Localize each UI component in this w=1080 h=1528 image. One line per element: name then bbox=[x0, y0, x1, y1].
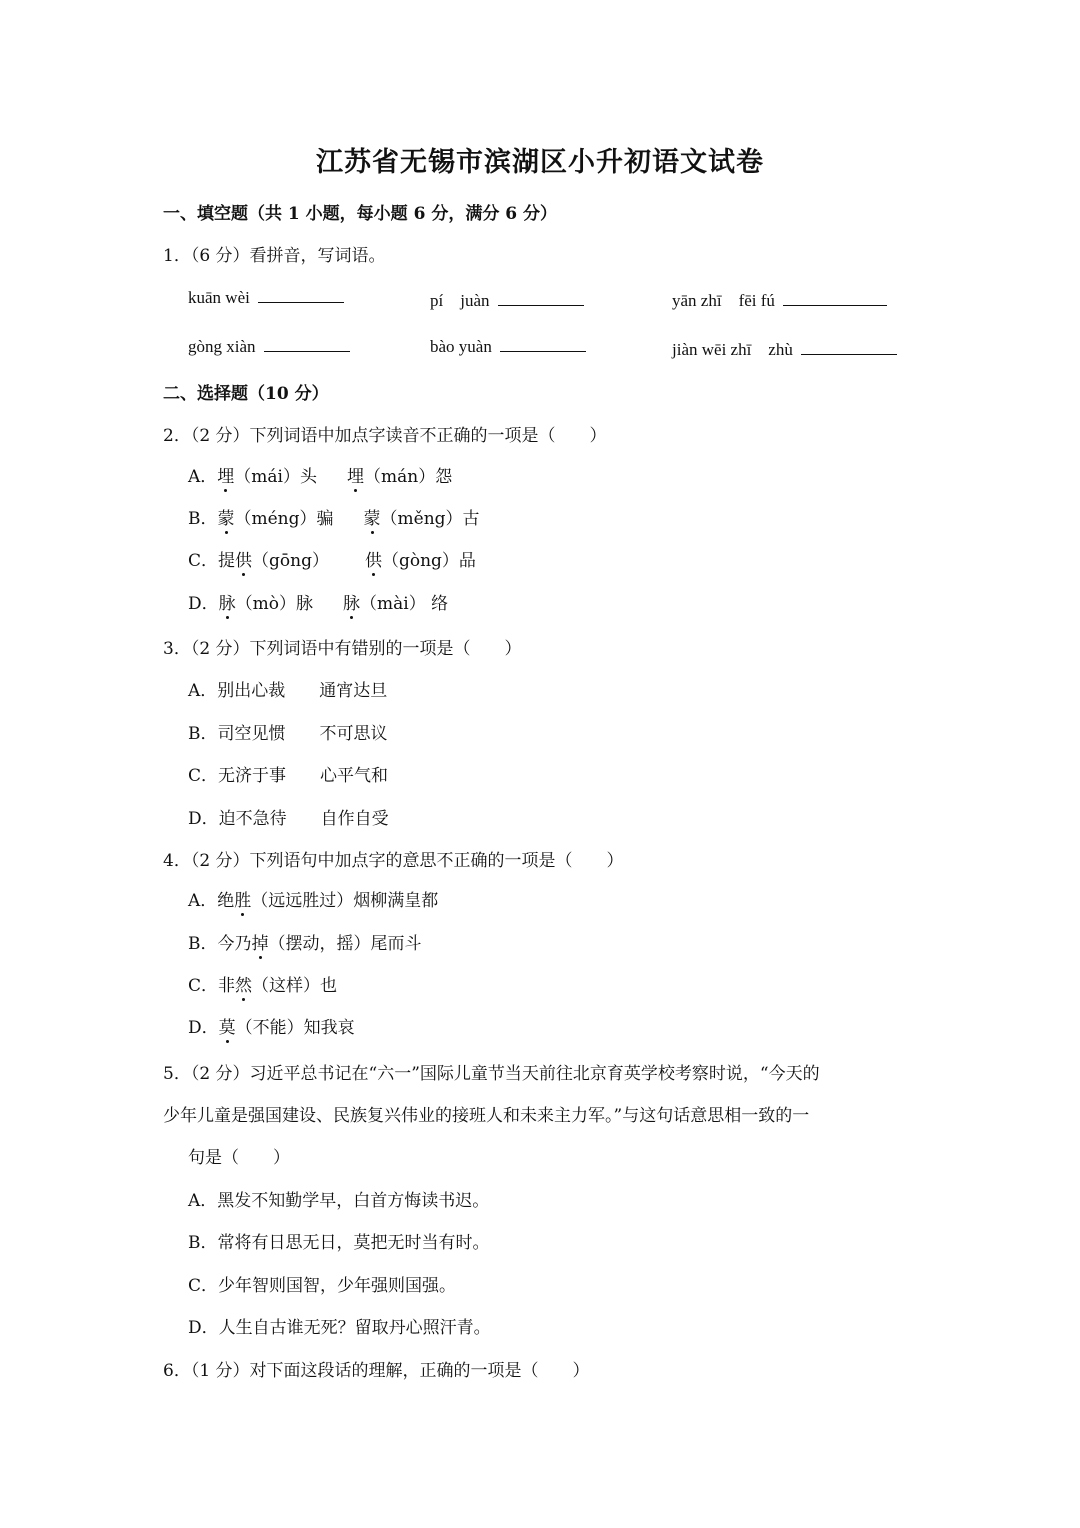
question-2: 2．（2 分）下列词语中加点字读音不正确的一项是（ ） bbox=[163, 426, 607, 446]
dotted-char: 供 bbox=[235, 546, 252, 571]
option-c[interactable] bbox=[188, 546, 476, 571]
answer-blank[interactable] bbox=[264, 335, 350, 352]
option-text: 绝 bbox=[217, 891, 235, 911]
question-6: 6．（1 分）对下面这段话的理解，正确的一项是（ ） bbox=[163, 1361, 590, 1381]
pinyin-text: bào yuàn bbox=[430, 337, 492, 356]
option-b[interactable] bbox=[188, 929, 422, 954]
option-label: D． bbox=[188, 1018, 219, 1038]
option-text: （摆动，摇）尾而斗 bbox=[268, 934, 422, 954]
pinyin-text: kuān wèi bbox=[188, 288, 250, 307]
option-text: （mài） 络 bbox=[360, 594, 449, 614]
option-text: （mán）怨 bbox=[363, 467, 453, 487]
dotted-char: 莫 bbox=[219, 1013, 236, 1038]
option-d[interactable] bbox=[188, 589, 448, 614]
option-b[interactable]: B．司空见惯 不可思议 bbox=[188, 724, 388, 744]
pinyin-text: gòng xiàn bbox=[188, 337, 256, 356]
pinyin-item bbox=[430, 286, 584, 311]
option-label: C． bbox=[188, 976, 219, 996]
dotted-char: 蒙 bbox=[218, 504, 235, 529]
dotted-char: 埋 bbox=[347, 462, 364, 487]
question-4: 4．（2 分）下列语句中加点字的意思不正确的一项是（ ） bbox=[163, 851, 624, 871]
question-5-cont: 句是（ ） bbox=[188, 1148, 290, 1168]
option-a[interactable] bbox=[188, 462, 452, 487]
answer-blank[interactable] bbox=[500, 335, 586, 352]
dotted-char: 供 bbox=[365, 546, 382, 571]
option-text: （gōng） bbox=[252, 551, 329, 571]
option-d[interactable]: D．人生自古谁无死？留取丹心照汗青。 bbox=[188, 1318, 491, 1338]
question-3: 3．（2 分）下列词语中有错别的一项是（ ） bbox=[163, 639, 522, 659]
pinyin-item bbox=[188, 335, 350, 357]
answer-blank[interactable] bbox=[258, 286, 344, 303]
option-text: （gòng）品 bbox=[381, 551, 476, 571]
option-a[interactable]: A．黑发不知勤学早，白首方悔读书迟。 bbox=[188, 1191, 490, 1211]
option-text: 今乃 bbox=[217, 934, 252, 954]
option-d[interactable] bbox=[188, 1013, 355, 1038]
dotted-char: 蒙 bbox=[364, 504, 381, 529]
question-5: 5．（2 分）习近平总书记在“六一”国际儿童节当天前往北京育英学校考察时说，“今天的 bbox=[163, 1064, 820, 1084]
option-b[interactable] bbox=[188, 504, 480, 529]
option-text: （mò）脉 bbox=[235, 594, 313, 614]
dotted-char: 胜 bbox=[234, 886, 251, 911]
pinyin-item bbox=[188, 286, 344, 308]
option-c[interactable] bbox=[188, 971, 337, 996]
option-label: A． bbox=[188, 467, 218, 487]
pinyin-item bbox=[672, 335, 897, 360]
option-label: A． bbox=[188, 891, 218, 911]
pinyin-text: yān zhī fēi fú bbox=[672, 291, 775, 310]
section-fill-in: 一、填空题（共 1 小题，每小题 6 分，满分 6 分） bbox=[163, 204, 557, 224]
option-text: （不能）知我哀 bbox=[235, 1018, 355, 1038]
option-label: B． bbox=[188, 509, 218, 529]
option-label: D． bbox=[188, 594, 219, 614]
dotted-char: 然 bbox=[235, 971, 252, 996]
pinyin-text: pí juàn bbox=[430, 291, 490, 310]
dotted-char: 掉 bbox=[252, 929, 269, 954]
option-text: （远远胜过）烟柳满皇都 bbox=[251, 891, 439, 911]
pinyin-item bbox=[430, 335, 586, 357]
question-5-cont: 少年儿童是强国建设、民族复兴伟业的接班人和未来主力军。”与这句话意思相一致的一 bbox=[163, 1106, 810, 1126]
option-text: 非 bbox=[218, 976, 236, 996]
option-a[interactable]: A．别出心裁 通宵达旦 bbox=[188, 681, 388, 701]
answer-blank[interactable] bbox=[498, 289, 584, 306]
pinyin-text: jiàn wēi zhī zhù bbox=[672, 340, 793, 359]
option-text: （měng）古 bbox=[380, 509, 480, 529]
option-d[interactable]: D．迫不急待 自作自受 bbox=[188, 809, 389, 829]
option-text: （这样）也 bbox=[252, 976, 338, 996]
answer-blank[interactable] bbox=[783, 289, 887, 306]
pinyin-item bbox=[672, 286, 887, 311]
page-title: 江苏省无锡市滨湖区小升初语文试卷 bbox=[316, 147, 764, 178]
dotted-char: 埋 bbox=[217, 462, 234, 487]
option-b[interactable]: B．常将有日思无日，莫把无时当有时。 bbox=[188, 1233, 490, 1253]
option-a[interactable] bbox=[188, 886, 438, 911]
option-c[interactable]: C．少年智则国智，少年强则国强。 bbox=[188, 1276, 457, 1296]
option-text: 提 bbox=[218, 551, 236, 571]
option-c[interactable]: C．无济于事 心平气和 bbox=[188, 766, 389, 786]
question-1: 1．（6 分）看拼音，写词语。 bbox=[163, 246, 386, 266]
dotted-char: 脉 bbox=[219, 589, 236, 614]
option-label: B． bbox=[188, 934, 218, 954]
answer-blank[interactable] bbox=[801, 338, 897, 355]
section-multiple-choice: 二、选择题（10 分） bbox=[163, 384, 329, 404]
option-text: （méng）骗 bbox=[234, 509, 334, 529]
dotted-char: 脉 bbox=[343, 589, 360, 614]
option-label: C． bbox=[188, 551, 219, 571]
option-text: （mái）头 bbox=[234, 467, 317, 487]
